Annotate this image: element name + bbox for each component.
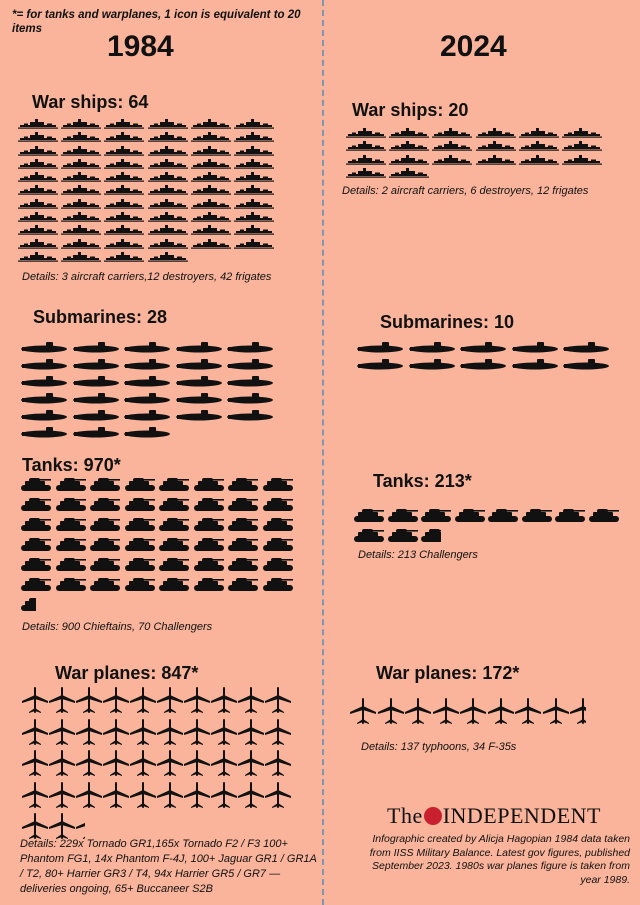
submarine-icon [72,340,120,354]
tank-icon [387,507,419,523]
warships-2024-heading: War ships: 20 [352,100,469,120]
warship-icon [234,198,274,210]
tank-icon [554,507,586,523]
warship-icon [191,158,231,170]
logo-name: INDEPENDENT [442,803,601,828]
submarine-icon [408,340,456,354]
submarine-icon [226,391,274,405]
warplane-icon [22,718,48,746]
warship-icon [18,198,58,210]
warship-icon [18,238,58,250]
warplanes-1984-details: Details: 229x Tornado GR1,165x Tornado F2 / F3 100+ Phantom FG1, 14x Phantom F-4J, 100+ Jaguar GR1 / GR1A / T2, 80+ Harrier GR3 / T4, 94x Harrier GR5 / GR7 — deliveries ongoing, 65+ Buccaneer S2B [20,838,317,895]
submarine-icon [175,408,223,422]
submarine-icon [562,340,610,354]
warship-icon [104,224,144,236]
warship-icon [519,140,559,152]
warship-icon [389,167,429,179]
submarine-icon [123,425,171,439]
warplane-icon [211,781,237,809]
warplane-icon [265,781,291,809]
tank-icon [227,496,259,512]
warship-icon [191,118,231,130]
warship-icon [148,171,188,183]
tank-icon [262,536,294,552]
warplane-icon [157,718,183,746]
tank-icon [89,576,121,592]
warplane-icon [238,749,264,777]
warplanes-1984-icons [22,686,294,840]
warship-icon [18,118,58,130]
warship-icon [234,238,274,250]
warship-icon [61,198,101,210]
warship-icon [148,251,188,263]
warplane-icon [103,686,129,714]
submarines-1984-icons [20,340,282,439]
warplane-icon [103,749,129,777]
tank-icon [124,516,156,532]
submarine-icon [72,357,120,371]
warplane-icon [238,781,264,809]
warplane-icon [103,781,129,809]
submarine-icon [511,357,559,371]
warship-icon [18,171,58,183]
warship-icon [432,140,472,152]
warship-icon [191,211,231,223]
tank-icon [521,507,553,523]
center-divider [322,0,324,905]
submarine-icon [356,340,404,354]
submarine-icon [175,357,223,371]
warship-icon [191,184,231,196]
warplane-icon [405,697,431,725]
warships-2024-details: Details: 2 aircraft carriers, 6 destroyers, 12 frigates [342,185,589,197]
warplane-icon [130,686,156,714]
warship-icon [346,167,386,179]
tank-icon [193,516,225,532]
tanks-1984-details: Details: 900 Chieftains, 70 Challengers [22,621,213,633]
tank-icon [158,496,190,512]
warship-icon [389,140,429,152]
warship-icon [18,211,58,223]
submarine-icon [123,408,171,422]
tank-icon [262,476,294,492]
tank-icon [55,536,87,552]
submarine-icon [123,391,171,405]
warship-icon [18,131,58,143]
tank-icon [124,476,156,492]
warship-icon [346,127,386,139]
submarines-2024-heading: Submarines: 10 [380,312,515,332]
warplane-icon [76,749,102,777]
tank-icon [227,476,259,492]
submarine-icon [226,374,274,388]
tank-icon [454,507,486,523]
submarine-icon [20,374,68,388]
warship-icon [61,171,101,183]
tank-icon [227,536,259,552]
warship-icon [389,127,429,139]
warship-icon [191,198,231,210]
warplane-partial-icon [76,812,85,840]
credits-text: Infographic created by Alicja Hagopian 1984 data taken from IISS Military Balance. Latest gov figures, published September 2023. 1980s war planes figure is taken from year 1989. [369,833,630,886]
warship-icon [234,145,274,157]
submarine-icon [562,357,610,371]
submarine-icon [123,357,171,371]
warships-1984-icons [18,118,288,263]
warship-icon [432,154,472,166]
tank-icon [20,516,52,532]
warship-icon [104,158,144,170]
tank-icon [353,507,385,523]
warplane-icon [515,697,541,725]
tanks-2024-icons [353,507,639,543]
warplane-icon [433,697,459,725]
warplane-icon [378,697,404,725]
warplane-icon [184,749,210,777]
warplane-icon [488,697,514,725]
warship-icon [18,184,58,196]
warplane-icon [22,812,48,840]
tank-icon [89,496,121,512]
warplane-icon [460,697,486,725]
warship-icon [432,127,472,139]
warship-icon [234,158,274,170]
warship-icon [476,154,516,166]
tank-icon [55,576,87,592]
warship-icon [148,198,188,210]
warship-icon [191,238,231,250]
warship-icon [104,118,144,130]
tank-icon [487,507,519,523]
tanks-1984-heading: Tanks: 970* [22,455,121,475]
warplanes-2024-details: Details: 137 typhoons, 34 F-35s [361,741,517,753]
warplane-partial-icon [570,697,586,725]
warship-icon [389,154,429,166]
tank-icon [227,576,259,592]
warship-icon [18,224,58,236]
tanks-1984-icons [20,476,306,612]
tank-icon [353,527,385,543]
submarine-icon [175,340,223,354]
submarine-icon [20,425,68,439]
tank-icon [193,576,225,592]
warship-icon [519,154,559,166]
warplane-icon [157,781,183,809]
warplane-icon [130,718,156,746]
submarine-icon [72,408,120,422]
warship-icon [148,118,188,130]
tank-icon [55,556,87,572]
submarine-icon [72,391,120,405]
warplane-icon [22,781,48,809]
tank-icon [158,476,190,492]
tank-icon [262,576,294,592]
warplane-icon [49,781,75,809]
warship-icon [61,118,101,130]
tank-icon [55,476,87,492]
tank-icon [20,496,52,512]
submarine-icon [20,357,68,371]
tank-icon [124,496,156,512]
warplane-icon [238,718,264,746]
warship-icon [191,171,231,183]
warship-icon [61,211,101,223]
warplane-icon [211,686,237,714]
warship-icon [18,251,58,263]
warship-icon [191,131,231,143]
warplane-icon [265,749,291,777]
tank-icon [55,516,87,532]
submarine-icon [123,340,171,354]
warships-2024-icons [346,127,616,179]
submarine-icon [20,408,68,422]
warplane-icon [211,718,237,746]
tank-icon [588,507,620,523]
tank-icon [89,556,121,572]
submarine-icon [459,340,507,354]
warplane-icon [211,749,237,777]
tank-icon [262,496,294,512]
tank-icon [55,496,87,512]
tank-icon [124,576,156,592]
warplane-icon [543,697,569,725]
tank-icon [20,476,52,492]
warship-icon [61,238,101,250]
warship-icon [104,211,144,223]
warship-icon [148,184,188,196]
tank-icon [89,536,121,552]
warship-icon [18,145,58,157]
warplanes-2024-icons [350,697,630,725]
warplanes-1984-heading: War planes: 847* [55,663,199,683]
warship-icon [61,224,101,236]
warship-icon [104,171,144,183]
warship-icon [61,131,101,143]
warship-icon [61,184,101,196]
warplane-icon [130,781,156,809]
warship-icon [562,127,602,139]
submarines-2024-icons [356,340,618,371]
tank-icon [158,536,190,552]
tank-icon [262,516,294,532]
warplane-icon [49,718,75,746]
warplane-icon [76,686,102,714]
submarine-icon [226,357,274,371]
warship-icon [148,238,188,250]
warship-icon [234,171,274,183]
warship-icon [191,145,231,157]
tank-icon [124,556,156,572]
warplane-icon [130,749,156,777]
warship-icon [148,224,188,236]
warplane-icon [184,686,210,714]
warship-icon [562,140,602,152]
submarine-icon [511,340,559,354]
submarine-icon [20,340,68,354]
warplane-icon [103,718,129,746]
warship-icon [61,145,101,157]
warship-icon [346,154,386,166]
tank-icon [89,516,121,532]
submarine-icon [408,357,456,371]
warships-1984-details: Details: 3 aircraft carriers,12 destroyers, 42 frigates [22,271,272,283]
warship-icon [234,224,274,236]
tank-icon [158,516,190,532]
the-independent-logo [387,803,601,829]
tank-icon [20,556,52,572]
tank-icon [89,476,121,492]
warship-icon [234,118,274,130]
warship-icon [104,198,144,210]
warship-icon [346,140,386,152]
warship-icon [148,211,188,223]
tank-icon [124,536,156,552]
tank-icon [193,476,225,492]
warplane-icon [49,812,75,840]
tank-partial-icon [20,596,36,612]
tank-partial-icon [420,527,441,543]
warship-icon [148,145,188,157]
warship-icon [476,127,516,139]
submarine-icon [72,425,120,439]
tank-icon [193,556,225,572]
submarine-icon [226,408,274,422]
warplane-icon [49,686,75,714]
warship-icon [61,251,101,263]
warship-icon [562,154,602,166]
submarine-icon [459,357,507,371]
warship-icon [104,184,144,196]
submarine-icon [175,374,223,388]
tank-icon [420,507,452,523]
tank-icon [227,556,259,572]
submarine-icon [356,357,404,371]
icon-legend-note: *= for tanks and warplanes, 1 icon is equivalent to 20 items [12,9,301,35]
warship-icon [104,238,144,250]
submarines-1984-heading: Submarines: 28 [33,307,168,327]
tank-icon [193,536,225,552]
submarine-icon [226,340,274,354]
tank-icon [20,576,52,592]
warship-icon [234,131,274,143]
warplane-icon [76,718,102,746]
warplane-icon [157,749,183,777]
warship-icon [61,158,101,170]
warship-icon [476,140,516,152]
tank-icon [158,556,190,572]
warplane-icon [22,749,48,777]
tank-icon [387,527,419,543]
tank-icon [193,496,225,512]
warplane-icon [184,781,210,809]
warplane-icon [265,686,291,714]
warplane-icon [184,718,210,746]
tank-icon [262,556,294,572]
eagle-icon [424,807,442,825]
warship-icon [104,131,144,143]
logo-the: The [387,803,423,828]
warplanes-2024-heading: War planes: 172* [376,663,520,683]
warship-icon [234,211,274,223]
warship-icon [148,131,188,143]
year-1984: 1984 [107,30,174,63]
warplane-icon [157,686,183,714]
warship-icon [18,158,58,170]
warplane-icon [22,686,48,714]
submarine-icon [72,374,120,388]
warships-1984-heading: War ships: 64 [32,92,149,112]
tanks-2024-details: Details: 213 Challengers [358,549,478,561]
warship-icon [234,184,274,196]
warship-icon [148,158,188,170]
warship-icon [519,127,559,139]
warplane-icon [76,781,102,809]
warplane-icon [350,697,376,725]
submarine-icon [20,391,68,405]
tank-icon [20,536,52,552]
submarine-icon [123,374,171,388]
warship-icon [104,145,144,157]
submarine-icon [175,391,223,405]
tanks-2024-heading: Tanks: 213* [373,471,472,491]
warship-icon [191,224,231,236]
warship-icon [104,251,144,263]
warplane-icon [265,718,291,746]
tank-icon [227,516,259,532]
tank-icon [158,576,190,592]
warplane-icon [238,686,264,714]
year-2024: 2024 [440,30,507,63]
warplane-icon [49,749,75,777]
